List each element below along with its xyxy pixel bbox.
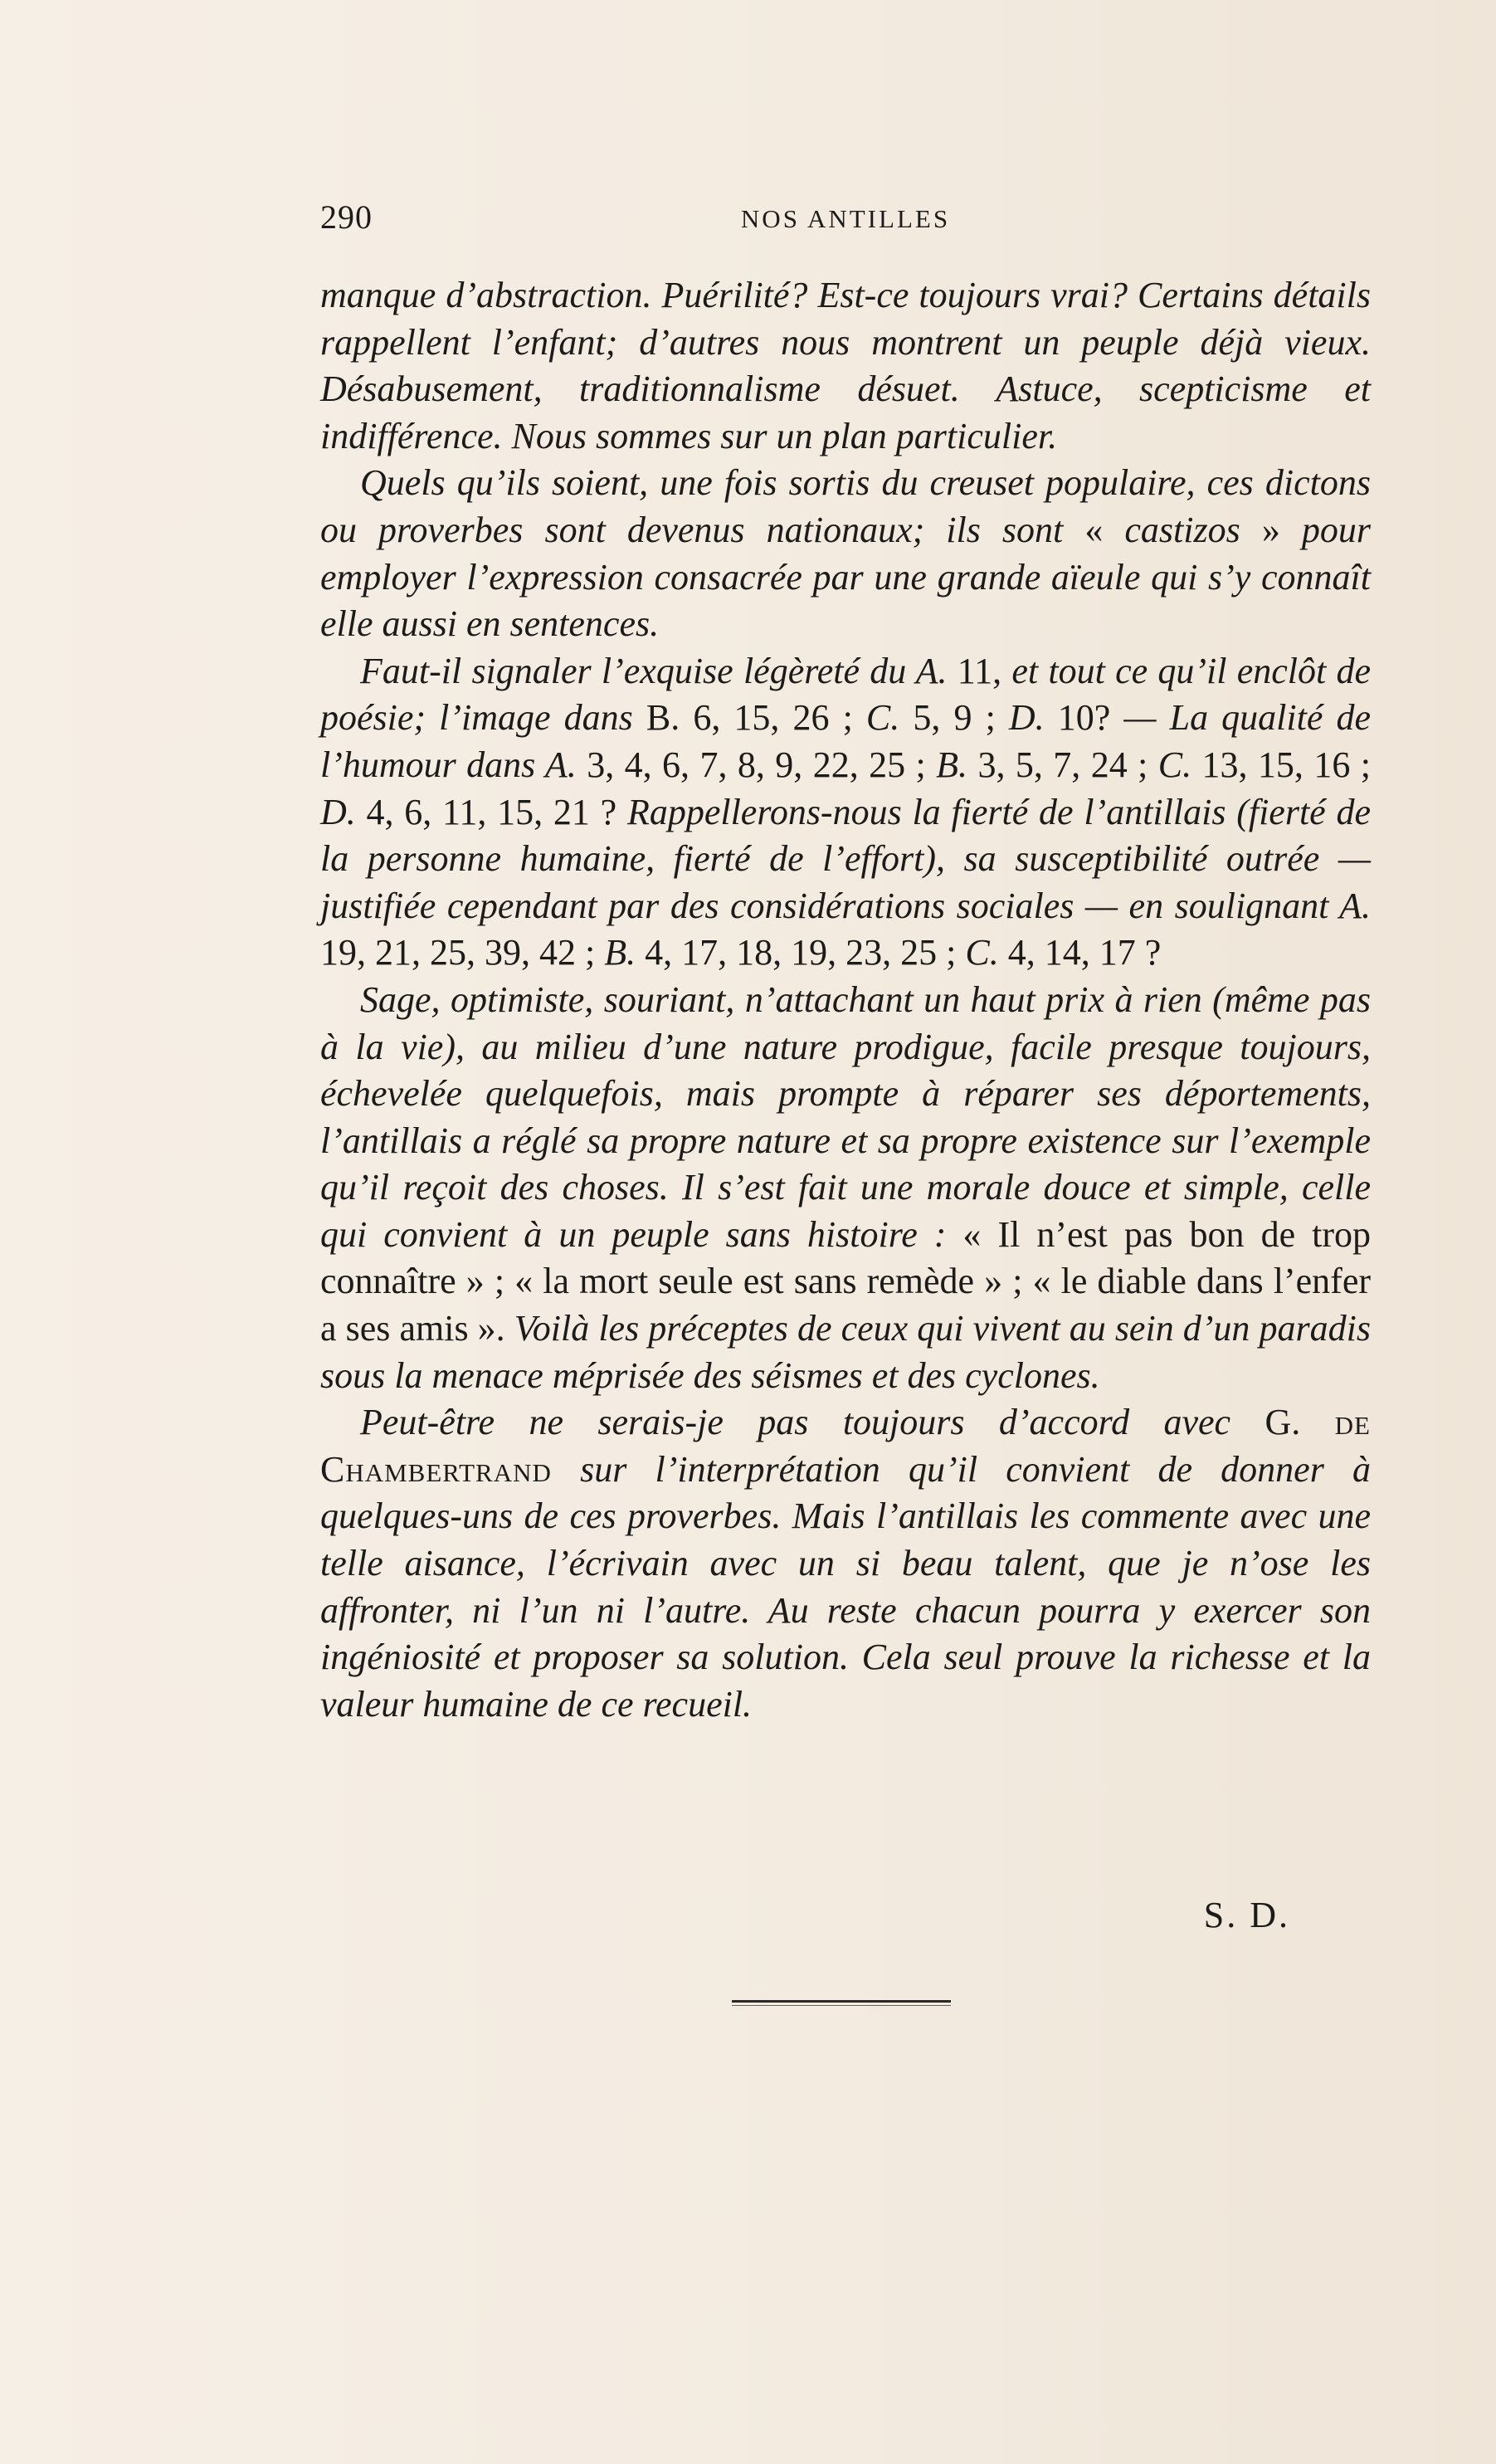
text-run: B.: [604, 932, 636, 973]
text-run: 5, 9 ;: [899, 697, 1009, 739]
paragraph-5: [320, 1399, 1371, 1728]
text-run: B.: [936, 744, 968, 785]
text-run: 10?: [1044, 697, 1111, 739]
text-run: Quels qu’ils soient, une fois sortis du creuset populaire, ces dictons ou proverbes sont devenus nationaux; ils sont: [320, 462, 1371, 550]
text-run: C.: [865, 697, 900, 739]
text-run: 19, 21, 25, 39, 42 ;: [320, 932, 605, 973]
end-rule: [732, 2000, 951, 2003]
text-run: 4, 14, 17 ?: [998, 932, 1162, 973]
page-number: 290: [320, 198, 373, 236]
text-run: — La qualité de l’humour dans A.: [320, 697, 1371, 785]
text-run: C.: [1157, 744, 1192, 785]
body-text: [320, 272, 1371, 1728]
text-run: fant; d’autres nous montrent un peuple déjà vieux. Désabusement, traditionnalisme désuet. Astuce, scepticisme et indifférence. Nous sommes sur un plan particulier.: [320, 321, 1371, 456]
text-run: et tout ce qu’il enclôt de poésie; l’image dans: [320, 650, 1371, 739]
text-run: Sage, optimiste, souriant, n’attachant un haut prix à rien (même pas à la vie), au milieu d’une nature prodigue, facile presque toujours, échevelée quelquefois, mais prompte à réparer ses déportements, l’antillais a réglé sa propre nature et sa propre existence sur l’exemple qu’il reçoit des choses. Il s’est fait une morale douce et simple, celle qui convient à un peuple sans histoire :: [320, 978, 1371, 1255]
text-run: manque d’abstraction. Puérilité? Est-ce toujours vrai? Certains détails rappellent l’en: [320, 275, 1371, 363]
text-run: 3, 5, 7, 24 ;: [967, 744, 1158, 785]
text-run: «: [1084, 509, 1125, 550]
text-run: Voilà les préceptes de ceux qui vivent au sein d’un paradis sous la menace méprisée des séismes et des cyclones.: [320, 1308, 1371, 1396]
text-run: Rappellerons-nous la fierté de l’antillais (fierté de la personne humaine, fierté de l’effort), sa susceptibilité outrée — justifiée cependant par des considérations sociales — en soulignant A.: [320, 791, 1371, 926]
text-run: 4, 17, 18, 19, 23, 25 ;: [636, 932, 966, 973]
text-run: 4, 6, 11, 15, 21 ?: [355, 791, 627, 832]
paragraph-4: [320, 977, 1371, 1399]
paragraph-3: [320, 648, 1371, 977]
paragraph-2: [320, 460, 1371, 647]
text-run: pour employer l’expression consacrée par une grande aïeule qui s’y connaît elle aussi en sentences.: [320, 509, 1372, 645]
text-run: Faut-il signaler l’exquise légèreté du A.: [360, 650, 958, 691]
text-run: de Chambertrand: [320, 1402, 1371, 1490]
text-run: « Il n’est pas bon de trop connaître » ; « la mort seule est sans remède » ; « le diable dans l’enfer a ses amis ».: [320, 1213, 1372, 1349]
text-run: 11,: [957, 650, 1002, 691]
text-run: G.: [1265, 1402, 1335, 1443]
text-run: sur l’interprétation qu’il convient de donner à quelques-uns de ces proverbes. Mais l’antillais les commente avec une telle aisance, l’écrivain avec un si beau talent, que je n’ose les affronter, ni l’un ni l’autre. Au reste chacun pourra y exercer son ingéniosité et proposer sa solution. Cela seul prouve la richesse et la valeur humaine de ce recueil.: [320, 1448, 1371, 1725]
text-run: D.: [1008, 697, 1045, 739]
text-run: D.: [320, 791, 356, 832]
text-run: 3, 4, 6, 7, 8, 9, 22, 25 ;: [587, 744, 937, 785]
text-run: »: [1240, 509, 1280, 550]
text-run: 13, 15, 16 ;: [1191, 744, 1371, 785]
text-run: C.: [965, 932, 999, 973]
text-run: Peut-être ne serais-je pas toujours d’accord avec: [360, 1402, 1265, 1443]
signature: S. D.: [1203, 1895, 1290, 1935]
running-head: [320, 198, 1371, 247]
paragraph-1: [320, 272, 1371, 460]
text-run: castizos: [1124, 509, 1240, 550]
text-run: B. 6, 15, 26 ;: [646, 697, 866, 739]
running-title: NOS ANTILLES: [740, 204, 951, 233]
